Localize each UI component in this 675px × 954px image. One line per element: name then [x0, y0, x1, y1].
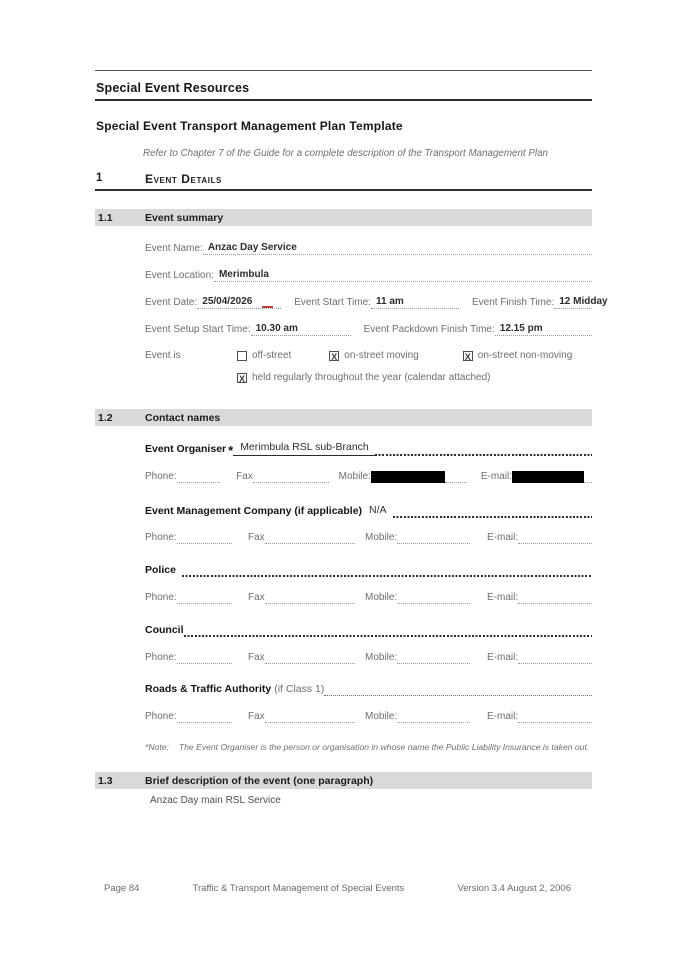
red-annotation-mark: [262, 306, 273, 308]
email-label: E-mail:: [487, 532, 519, 543]
event-location-row: [145, 268, 592, 282]
mobile-label: Mobile:: [365, 652, 398, 663]
email-label: E-mail:: [480, 471, 512, 482]
packdown-time-value: 12.15 pm: [499, 323, 543, 334]
section-title: Event summary: [145, 211, 224, 224]
management-company-value: N/A: [369, 504, 387, 516]
phone-label: Phone:: [145, 532, 177, 543]
event-regular-row: [145, 371, 592, 384]
police-contact-row: [145, 591, 592, 604]
checkbox-on-street-moving: [329, 349, 418, 362]
event-location-value: Merimbula: [218, 269, 269, 280]
email-label: E-mail:: [487, 592, 519, 603]
event-name-value: Anzac Day Service: [207, 242, 297, 253]
fax-label: Fax: [248, 652, 265, 663]
section-title: Event Details: [145, 172, 222, 186]
rta-contact-row: [145, 710, 592, 723]
section-number: 1.2: [98, 411, 113, 424]
setup-time-label: Event Setup Start Time:: [145, 324, 251, 335]
fax-field: [248, 531, 355, 544]
fax-field: [248, 710, 355, 723]
footer-page-number: Page 84: [104, 883, 140, 894]
phone-label: Phone:: [145, 652, 177, 663]
event-date-label: Event Date:: [145, 297, 198, 308]
event-name-label: Event Name:: [145, 243, 203, 254]
mobile-field: [365, 651, 470, 664]
email-field: [487, 591, 592, 604]
doc-title: Special Event Transport Management Plan Template: [96, 119, 403, 133]
page-title: Special Event Resources: [96, 81, 250, 95]
packdown-time-label: Event Packdown Finish Time:: [363, 324, 495, 335]
email-field: [481, 470, 592, 483]
footnote-text: The Event Organiser is the person or organisation in whose name the Public Liability Insurance is taken out.: [178, 742, 590, 752]
phone-field: [145, 651, 232, 664]
phone-field: [145, 591, 232, 604]
start-time-value: 11 am: [375, 296, 404, 307]
packdown-time-field: [495, 322, 592, 336]
event-type-row: [145, 349, 592, 362]
page-footer: [104, 883, 571, 894]
management-contact-row: [145, 531, 592, 544]
event-organiser-value: Merimbula RSL sub-Branch: [233, 440, 375, 456]
organiser-contact-row: [145, 470, 592, 483]
title-rule: [95, 99, 592, 101]
mobile-label: Mobile:: [365, 532, 398, 543]
footer-document-title: Traffic & Transport Management of Special Events: [192, 883, 405, 894]
redacted-mobile-value: [371, 471, 445, 483]
checkbox-box-icon: X: [238, 373, 245, 384]
checkbox-label: on-street non-moving: [477, 350, 573, 361]
section-1-3-bar: [95, 772, 592, 789]
section-title: Brief description of the event (one paragraph): [145, 774, 374, 787]
start-time-label: Event Start Time:: [294, 297, 371, 308]
asterisk-marker: *: [228, 443, 234, 458]
checkbox-box-icon: [237, 351, 247, 361]
mobile-field: [365, 531, 470, 544]
phone-label: Phone:: [145, 711, 177, 722]
setup-time-row: [145, 322, 592, 336]
management-company-row: [145, 503, 592, 518]
email-label: E-mail:: [487, 711, 519, 722]
fax-label: Fax: [248, 711, 265, 722]
event-organiser-label: Event Organiser: [145, 443, 227, 455]
section-title: Contact names: [145, 411, 221, 424]
event-date-value: 25/04/2026: [202, 296, 253, 307]
setup-time-field: [251, 322, 351, 336]
fax-field: [248, 651, 355, 664]
checkbox-box-icon: X: [464, 351, 471, 362]
checkbox-label: on-street moving: [344, 350, 419, 361]
phone-field: [145, 531, 232, 544]
council-contact-row: [145, 651, 592, 664]
checkbox-label: held regularly throughout the year (calendar attached): [252, 372, 491, 383]
mobile-field: [339, 470, 467, 483]
section-number: 1: [96, 172, 103, 184]
police-row: [145, 563, 592, 577]
email-field: [487, 710, 592, 723]
police-label: Police: [145, 564, 176, 576]
mobile-label: Mobile:: [338, 471, 371, 482]
finish-time-label: Event Finish Time:: [471, 297, 555, 308]
council-label: Council: [145, 624, 184, 636]
event-date-row: [145, 295, 608, 309]
email-field: [487, 651, 592, 664]
mobile-field: [365, 710, 470, 723]
footer-version: Version 3.4 August 2, 2006: [457, 883, 571, 894]
event-location-label: Event Location:: [145, 270, 214, 281]
checkbox-on-street-non-moving: [463, 349, 573, 362]
checkbox-box-icon: X: [331, 351, 338, 362]
section-1-2-bar: [95, 409, 592, 426]
phone-field: [145, 710, 232, 723]
event-description-text: Anzac Day main RSL Service: [150, 795, 281, 806]
rta-row: [145, 682, 592, 696]
fax-field: [248, 591, 355, 604]
fax-label: Fax: [236, 471, 253, 482]
event-name-field: [203, 241, 592, 255]
event-organiser-row: [145, 440, 592, 456]
phone-field: [145, 470, 220, 483]
fax-field: [236, 470, 328, 483]
event-location-field: [214, 268, 592, 282]
section-1-rule: [95, 189, 592, 191]
setup-time-value: 10.30 am: [255, 323, 298, 334]
organiser-footnote: [145, 742, 589, 752]
start-time-field: [371, 295, 459, 309]
council-row: [145, 623, 592, 637]
section-number: 1.3: [98, 774, 113, 787]
phone-label: Phone:: [145, 471, 177, 482]
section-1-heading: [96, 172, 222, 186]
finish-time-value: 12 Midday: [559, 296, 608, 307]
fax-label: Fax: [248, 592, 265, 603]
fax-label: Fax: [248, 532, 265, 543]
phone-label: Phone:: [145, 592, 177, 603]
email-field: [487, 531, 592, 544]
footnote-label: *Note:: [145, 742, 169, 752]
mobile-label: Mobile:: [365, 592, 398, 603]
redacted-email-value: [512, 471, 584, 483]
management-company-label: Event Management Company (if applicable): [145, 505, 363, 517]
mobile-label: Mobile:: [365, 711, 398, 722]
section-1-1-bar: [95, 209, 592, 226]
checkbox-held-regularly: [237, 371, 490, 384]
event-name-row: [145, 241, 592, 255]
section-number: 1.1: [98, 211, 113, 224]
doc-note: Refer to Chapter 7 of the Guide for a complete description of the Transport Management Plan: [143, 148, 548, 159]
rta-label: Roads & Traffic Authority: [145, 683, 272, 695]
checkbox-label: off-street: [252, 350, 292, 361]
rta-qualifier: (if Class 1): [274, 683, 325, 695]
checkbox-off-street: [237, 349, 291, 362]
email-label: E-mail:: [487, 652, 519, 663]
top-rule: [95, 70, 592, 71]
finish-time-field: [554, 295, 608, 309]
event-is-label: Event is: [145, 350, 181, 361]
rta-leader-line: [324, 695, 592, 696]
mobile-field: [365, 591, 470, 604]
